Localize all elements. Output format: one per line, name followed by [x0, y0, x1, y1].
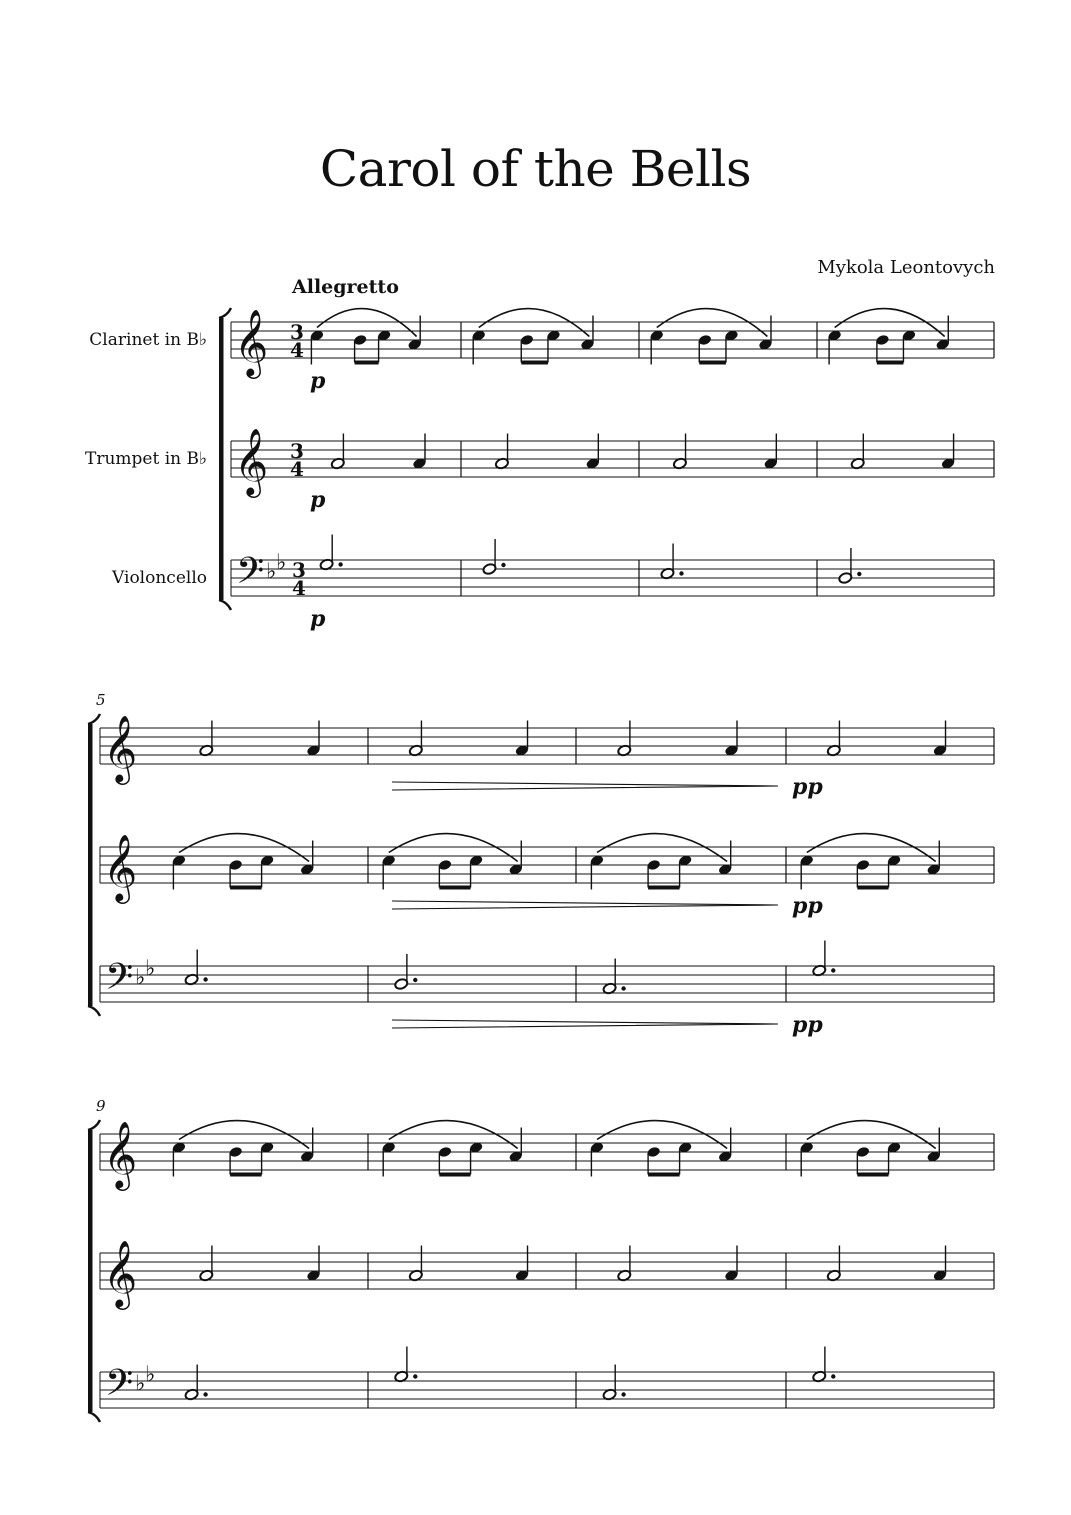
treble-clef-icon: 𝄞: [234, 308, 269, 376]
cello-m10-dot: [413, 1374, 417, 1378]
melody-m3-slur: [657, 309, 768, 337]
treble-clef-icon: 𝄞: [103, 1239, 138, 1307]
melody-m7-slur: [597, 834, 727, 862]
measure-number-system-3: 9: [96, 1097, 106, 1115]
melody-m9-slur: [179, 1121, 309, 1149]
cello-m4-dot: [857, 572, 861, 576]
treble-clef-icon: 𝄞: [103, 714, 138, 782]
cello-m12-dot: [831, 1374, 835, 1378]
dynamic-p-0: p: [310, 368, 326, 394]
melody-m2-slur: [479, 309, 590, 337]
system-bracket: [219, 318, 224, 600]
dynamic-p-1: p: [310, 487, 326, 513]
tempo-marking: Allegretto: [292, 276, 399, 298]
system-bracket: [88, 1130, 93, 1412]
key-flat-b-icon: ♭: [266, 559, 277, 585]
decrescendo-hairpin-1: [392, 901, 778, 909]
cello-m8-dot: [831, 968, 835, 972]
time-signature-denominator: 4: [290, 338, 304, 362]
time-signature-numerator: 3: [290, 439, 304, 463]
instrument-label-cello: Violoncello: [112, 568, 207, 588]
decrescendo-hairpin-0: [392, 782, 778, 790]
cello-m5-dot: [203, 977, 207, 981]
key-flat-e-icon: ♭: [145, 956, 156, 982]
melody-m4-slur: [835, 309, 945, 337]
measure-number-system-2: 5: [96, 691, 106, 709]
treble-clef-icon: 𝄞: [103, 1120, 138, 1188]
cello-m6-dot: [413, 978, 417, 982]
melody-m5-slur: [179, 834, 309, 862]
bass-clef-icon: 𝄢: [236, 550, 265, 601]
cello-m1-dot: [338, 562, 342, 566]
bracket-top-hook: [219, 308, 231, 318]
key-flat-e-icon: ♭: [145, 1362, 156, 1388]
dynamic-pp-2: pp: [792, 1012, 823, 1038]
bracket-top-hook: [88, 1120, 100, 1130]
melody-m8-slur: [807, 834, 936, 862]
decrescendo-hairpin-2: [392, 1020, 778, 1028]
bracket-top-hook: [88, 714, 100, 724]
melody-m1-slur: [317, 309, 417, 337]
key-flat-b-icon: ♭: [135, 965, 146, 991]
bracket-bottom-hook: [219, 600, 231, 610]
treble-clef-icon: 𝄞: [103, 833, 138, 901]
cello-m2-dot: [501, 563, 505, 567]
key-flat-e-icon: ♭: [276, 550, 287, 576]
cello-m3-dot: [679, 571, 683, 575]
dynamic-p-2: p: [310, 606, 326, 632]
time-signature-denominator: 4: [292, 576, 306, 600]
key-flat-b-icon: ♭: [135, 1371, 146, 1397]
time-signature-numerator: 3: [292, 558, 306, 582]
dynamic-pp-0: pp: [792, 774, 823, 800]
score-title: Carol of the Bells: [319, 140, 752, 198]
treble-clef-icon: 𝄞: [234, 427, 269, 495]
melody-m12-slur: [807, 1121, 936, 1149]
composer-name: Mykola Leontovych: [817, 257, 995, 278]
bass-clef-icon: 𝄢: [105, 956, 134, 1007]
melody-m10-slur: [389, 1121, 518, 1149]
time-signature-numerator: 3: [290, 320, 304, 344]
bass-clef-icon: 𝄢: [105, 1362, 134, 1413]
cello-m11-dot: [621, 1392, 625, 1396]
bracket-bottom-hook: [88, 1006, 100, 1016]
melody-m11-slur: [597, 1121, 727, 1149]
dynamic-pp-1: pp: [792, 893, 823, 919]
system-bracket: [88, 724, 93, 1006]
time-signature-denominator: 4: [290, 457, 304, 481]
cello-m9-dot: [203, 1392, 207, 1396]
cello-m7-dot: [621, 986, 625, 990]
bracket-bottom-hook: [88, 1412, 100, 1422]
instrument-label-clarinet: Clarinet in B♭: [89, 330, 207, 350]
melody-m6-slur: [389, 834, 518, 862]
instrument-label-trumpet: Trumpet in B♭: [84, 449, 207, 469]
